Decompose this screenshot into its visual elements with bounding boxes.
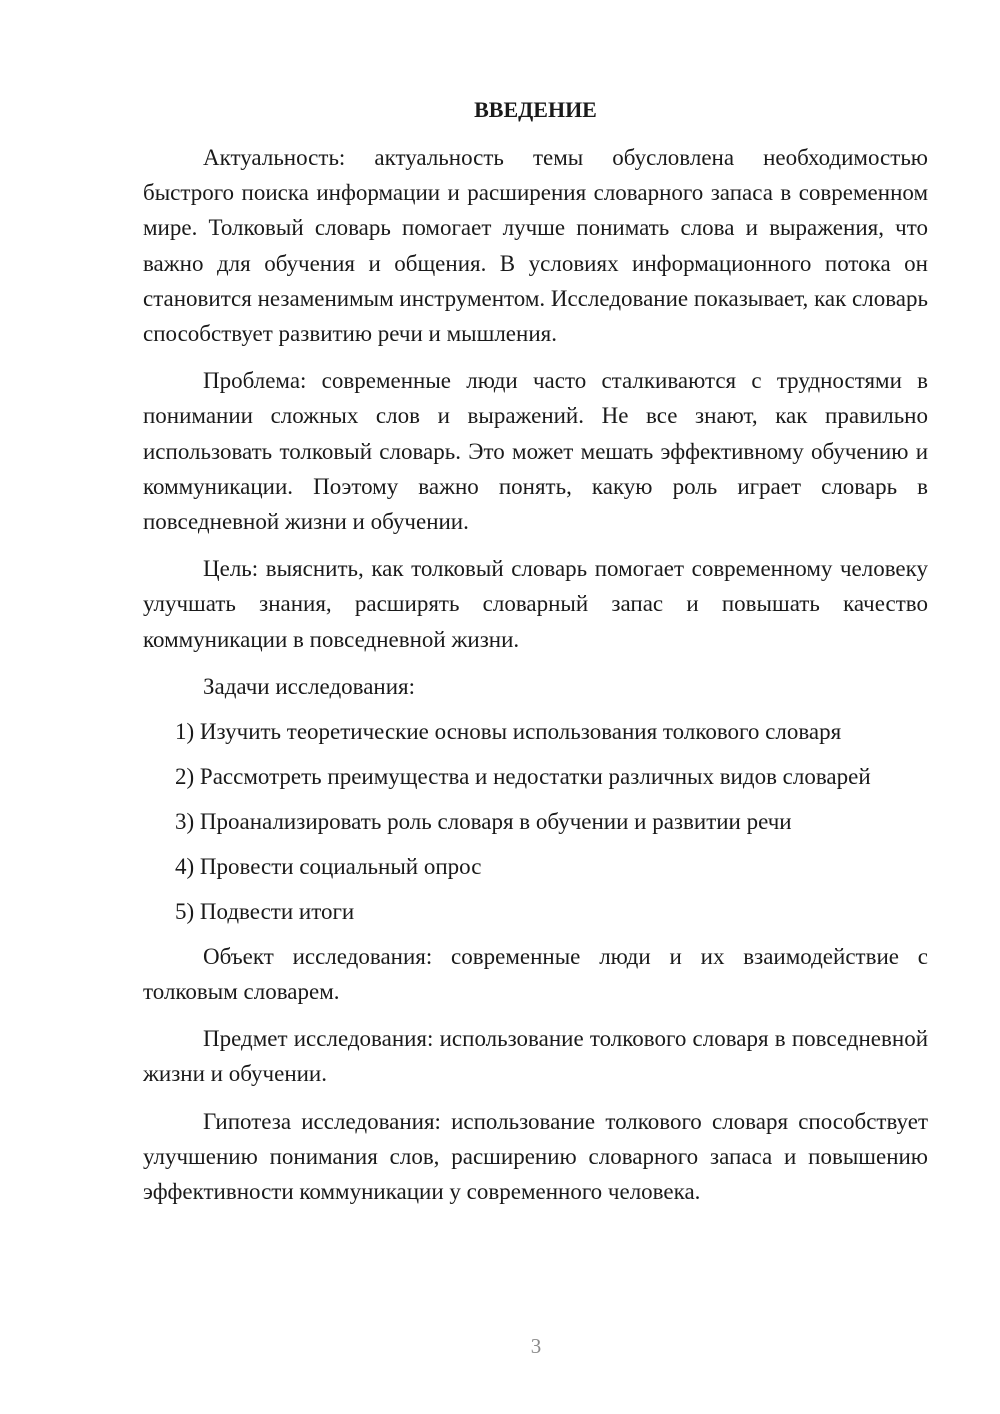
task-item: 5) Подвести итоги — [175, 898, 355, 924]
task-item: 2) Рассмотреть преимущества и недостатки различных видов словарей — [175, 763, 871, 789]
section-heading: ВВЕДЕНИЕ — [474, 97, 597, 122]
task-item: 3) Проанализировать роль словаря в обучении и развитии речи — [175, 808, 792, 834]
page-number: 3 — [530, 1334, 542, 1358]
tasks-intro: Задачи исследования: — [203, 673, 416, 699]
page-content — [143, 96, 928, 1209]
object-paragraph: Объект исследования: современные люди и их взаимодействие с толковым словарем. — [143, 943, 928, 1005]
goal-paragraph: Цель: выяснить, как толковый словарь помогает современному человеку улучшать знания, расширять словарный запас и повышать качество коммуникации в повседневной жизни. — [143, 556, 928, 652]
subject-paragraph: Предмет исследования: использование толкового словаря в повседневной жизни и обучении. — [143, 1026, 928, 1087]
hypothesis-paragraph: Гипотеза исследования: использование толкового словаря способствует улучшению понимания слов, расширению словарного запаса и повышению эффективности коммуникации у современного человека. — [143, 1108, 928, 1205]
task-list — [143, 714, 928, 929]
task-item: 1) Изучить теоретические основы использования толкового словаря — [175, 718, 842, 744]
relevance-paragraph: Актуальность: актуальность темы обусловлена необходимостью быстрого поиска информации и расширения словарного запаса в современном мире. Толковый словарь помогает лучше понимать слова и выражения, что важно для обучения и общения. В условиях информационного потока он становится незаменимым инструментом. Исследование показывает, как словарь способствует развитию речи и мышления. — [143, 145, 928, 347]
task-item: 4) Провести социальный опрос — [175, 853, 482, 879]
problem-paragraph: Проблема: современные люди часто сталкиваются с трудностями в понимании сложных слов и выражений. Не все знают, как правильно использовать толковый словарь. Это может мешать эффективному обучению и коммуникации. Поэтому важно понять, какую роль играет словарь в повседневной жизни и обучении. — [143, 368, 928, 535]
